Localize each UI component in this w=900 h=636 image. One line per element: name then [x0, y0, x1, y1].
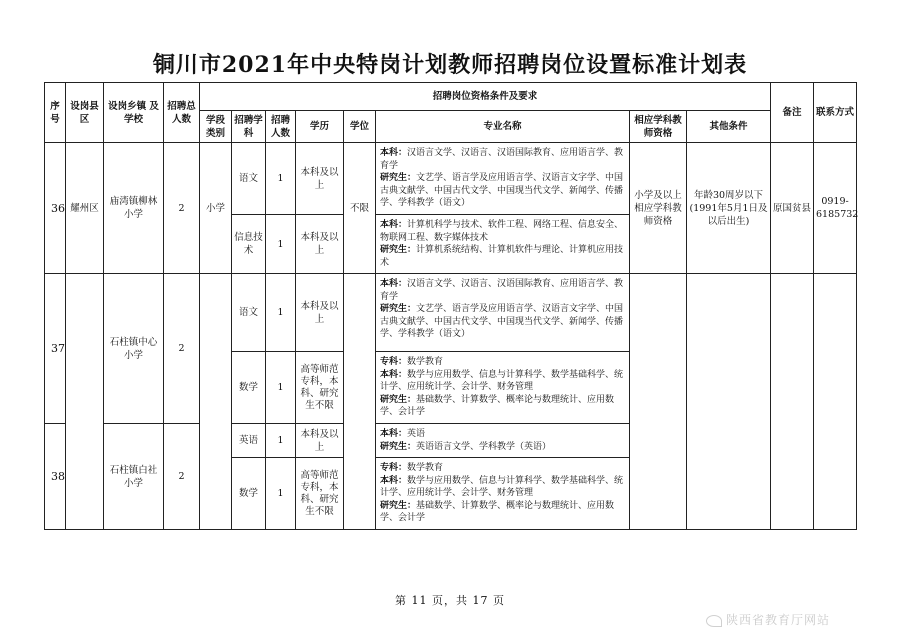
cell-school: 石柱镇中心小学: [104, 274, 164, 424]
major-text: 基础数学、计算数学、概率论与数理统计、应用数学、会计学: [380, 500, 615, 523]
cell-seq: 38: [45, 424, 66, 530]
header-major: 专业名称: [376, 111, 630, 143]
major-label: 研究生：: [380, 441, 417, 452]
watermark-logo-icon: [706, 615, 722, 627]
major-label: 本科：: [380, 369, 408, 380]
cell-major: [376, 458, 630, 530]
header-total: 招聘总人数: [164, 83, 200, 143]
major-label: 研究生：: [380, 245, 417, 255]
header-county: 设岗县区: [66, 83, 104, 143]
cell-seq: 36: [45, 143, 66, 274]
cell-major: [376, 143, 630, 215]
header-remark: 备注: [771, 83, 814, 143]
cell-subject: 数学: [232, 458, 266, 530]
major-text: 汉语言文学、汉语言、汉语国际教育、应用语言学、教育学: [380, 148, 624, 171]
header-seq: 序号: [45, 83, 66, 143]
major-text: 英语语言文学、学科教学（英语）: [416, 441, 552, 452]
cell-remark-empty: [771, 274, 814, 530]
major-label: 研究生：: [380, 173, 417, 183]
cell-section-empty: [200, 274, 232, 530]
cell-contact-empty: [814, 274, 857, 530]
major-text: 数学教育: [407, 357, 444, 367]
watermark: [706, 611, 830, 628]
major-label: 研究生：: [380, 394, 417, 405]
cell-education: 高等师范专科，本科、研究生不限: [296, 352, 344, 424]
cell-school: 石柱镇白社小学: [104, 424, 164, 530]
cell-school: 庙湾镇柳林小学: [104, 143, 164, 274]
major-label: 本科：: [380, 279, 408, 289]
cell-degree-empty: [344, 274, 376, 530]
cell-other: 年龄30周岁以下(1991年5月1日及以后出生): [687, 143, 771, 274]
major-text: 汉语言文学、汉语言、汉语国际教育、应用语言学、教育学: [380, 279, 624, 302]
cell-count: 1: [266, 215, 296, 274]
cell-contact: 0919-6185732: [814, 143, 857, 274]
watermark-text: 陕西省教育厅网站: [726, 613, 831, 627]
header-subject: 招聘学科: [232, 111, 266, 143]
cell-count: 1: [266, 143, 296, 215]
cell-count: 1: [266, 274, 296, 352]
header-degree: 学位: [344, 111, 376, 143]
cell-major: [376, 274, 630, 352]
cell-major: [376, 352, 630, 424]
major-text: 基础数学、计算数学、概率论与数理统计、应用数学、会计学: [380, 394, 615, 417]
cell-total: 2: [164, 424, 200, 530]
cell-qualification-empty: [630, 274, 687, 530]
cell-count: 1: [266, 458, 296, 530]
cell-degree: 不限: [344, 143, 376, 274]
header-town-school: 设岗乡镇 及学校: [104, 83, 164, 143]
major-label: 研究生：: [380, 304, 417, 314]
cell-education: 本科及以上: [296, 274, 344, 352]
cell-total: 2: [164, 274, 200, 424]
cell-qualification: 小学及以上相应学科教师资格: [630, 143, 687, 274]
header-group: 招聘岗位资格条件及要求: [200, 83, 771, 111]
cell-total: 2: [164, 143, 200, 274]
cell-major: [376, 424, 630, 458]
major-label: 本科：: [380, 220, 408, 230]
major-label: 本科：: [380, 148, 408, 158]
cell-remark: 原国贫县: [771, 143, 814, 274]
major-text: 计算机系统结构、计算机软件与理论、计算机应用技术: [380, 245, 624, 268]
page-title: 铜川市2021年中央特岗计划教师招聘岗位设置标准计划表: [152, 52, 748, 78]
cell-education: 本科及以上: [296, 215, 344, 274]
major-label: 专科：: [380, 463, 408, 473]
header-section: 学段类别: [200, 111, 232, 143]
cell-section: 小学: [200, 143, 232, 274]
major-text: 数学与应用数学、信息与计算科学、数学基础科学、统计学、应用统计学、会计学、财务管理: [380, 369, 624, 392]
major-text: 数学与应用数学、信息与计算科学、数学基础科学、统计学、应用统计学、会计学、财务管理: [380, 475, 624, 498]
cell-education: 本科及以上: [296, 424, 344, 458]
cell-subject: 数学: [232, 352, 266, 424]
header-other: 其他条件: [687, 111, 771, 143]
cell-count: 1: [266, 424, 296, 458]
cell-county: 耀州区: [66, 143, 104, 274]
cell-count: 1: [266, 352, 296, 424]
cell-subject: 英语: [232, 424, 266, 458]
major-label: 本科：: [380, 475, 408, 486]
major-text: 文艺学、语言学及应用语言学、汉语言文字学、中国古典文献学、中国古代文学、中国现当代文学、新闻学、传播学、学科教学（语文）: [380, 304, 624, 339]
cell-major: [376, 215, 630, 274]
header-contact: 联系方式: [814, 83, 857, 143]
cell-county-empty: [66, 274, 104, 530]
table-row: [45, 274, 857, 352]
cell-subject: 语文: [232, 274, 266, 352]
cell-subject: 语文: [232, 143, 266, 215]
cell-subject: 信息技术: [232, 215, 266, 274]
major-text: 英语: [407, 429, 426, 439]
major-label: 研究生：: [380, 500, 417, 511]
major-label: 专科：: [380, 357, 408, 367]
header-count: 招聘人数: [266, 111, 296, 143]
header-qualification: 相应学科教师资格: [630, 111, 687, 143]
major-text: 文艺学、语言学及应用语言学、汉语言文字学、中国古典文献学、中国古代文学、中国现当代文学、新闻学、传播学、学科教学（语文）: [380, 173, 624, 208]
page-number: 第 11 页，共 17 页: [395, 594, 505, 607]
cell-other-empty: [687, 274, 771, 530]
cell-seq: 37: [45, 274, 66, 424]
cell-education: 本科及以上: [296, 143, 344, 215]
major-label: 本科：: [380, 429, 408, 439]
major-text: 数学教育: [407, 463, 444, 473]
major-text: 计算机科学与技术、软件工程、网络工程、信息安全、物联网工程、数字媒体技术: [380, 220, 624, 243]
header-education: 学历: [296, 111, 344, 143]
recruitment-table: [44, 82, 857, 530]
table-row: [45, 143, 857, 215]
cell-education: 高等师范专科，本科、研究生不限: [296, 458, 344, 530]
